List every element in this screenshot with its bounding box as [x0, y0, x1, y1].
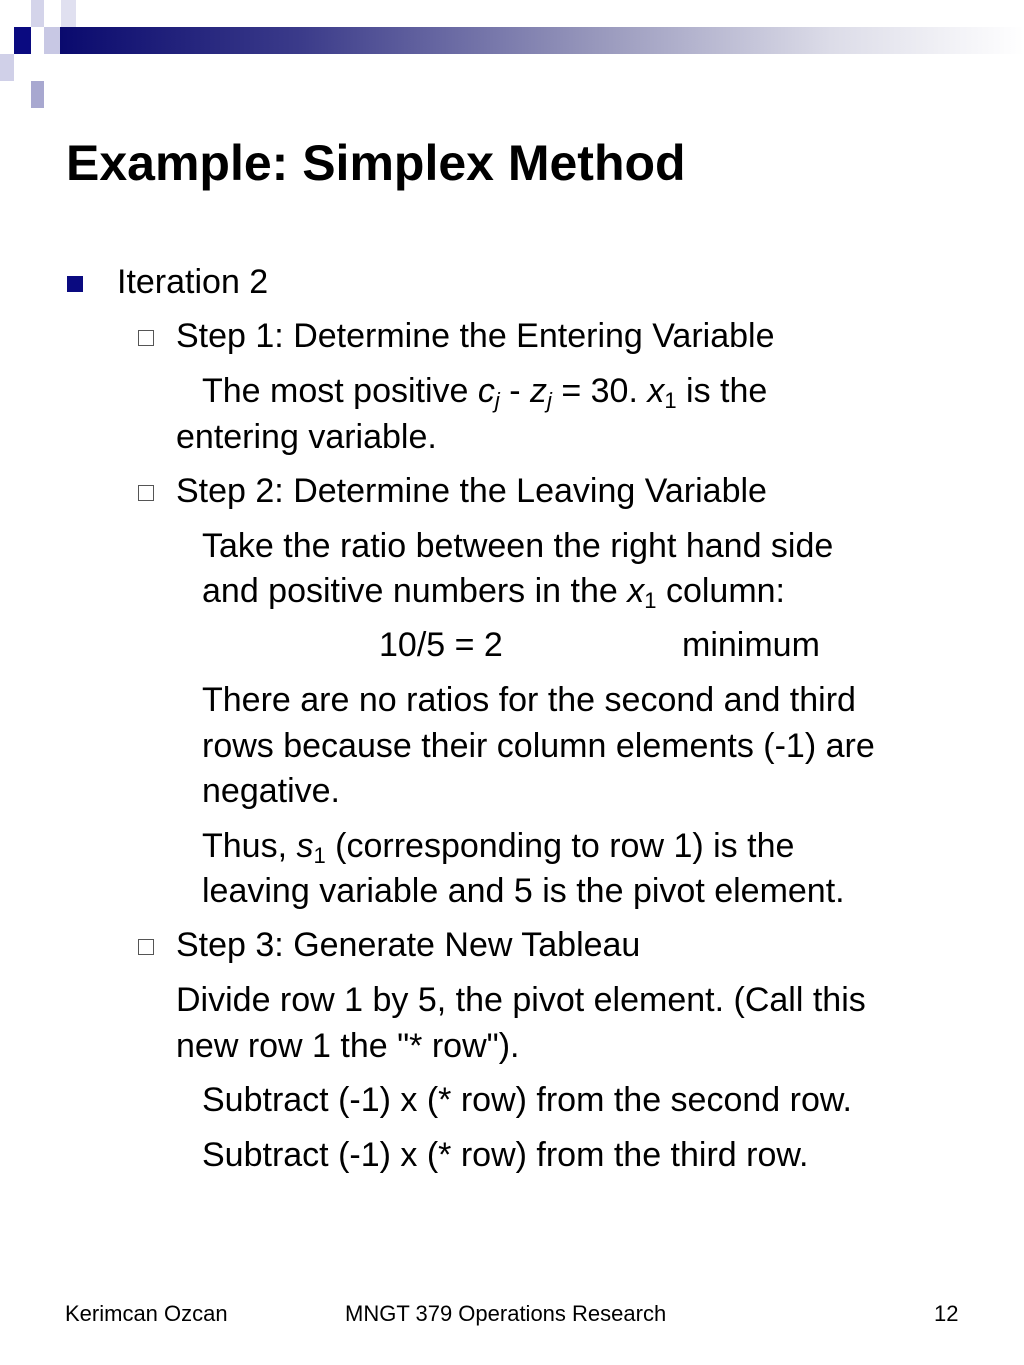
hollow-bullet-icon — [138, 939, 154, 955]
step1-heading: Step 1: Determine the Entering Variable — [176, 317, 775, 355]
text-span: Thus, — [202, 827, 297, 865]
step1-line2: entering variable. — [176, 418, 437, 456]
sub-1: 1 — [313, 843, 326, 868]
step2-para2-line1: There are no ratios for the second and third — [202, 681, 856, 719]
var-z: z — [530, 372, 547, 410]
step2-para1-line1: Take the ratio between the right hand side — [202, 527, 834, 565]
text-span: (corresponding to row 1) is the — [325, 827, 795, 865]
step2-para3-line2: leaving variable and 5 is the pivot element. — [202, 872, 845, 910]
var-s: s — [296, 827, 314, 865]
bullet-square-icon — [67, 276, 83, 292]
corner-square-light — [61, 0, 76, 27]
step3-para1-line1: Divide row 1 by 5, the pivot element. (Call this — [176, 981, 866, 1019]
text-span: column: — [656, 572, 785, 610]
footer-page-number: 12 — [934, 1301, 959, 1326]
corner-square-dark — [14, 27, 31, 54]
step3-para1-line2: new row 1 the "* row"). — [176, 1027, 520, 1065]
step2-para2-line2: rows because their column elements (-1) are — [202, 727, 875, 765]
sub-j: j — [494, 388, 500, 413]
step2-para1-line2 — [202, 571, 785, 611]
var-x: x — [627, 572, 645, 610]
var-x: x — [647, 372, 665, 410]
iteration-label: Iteration 2 — [117, 263, 269, 301]
text-span: - — [499, 372, 530, 410]
text-span: and positive numbers in the — [202, 572, 628, 610]
step3-heading: Step 3: Generate New Tableau — [176, 926, 641, 964]
step3-para3: Subtract (-1) x (* row) from the third row. — [202, 1136, 809, 1174]
corner-square-mid — [0, 54, 14, 81]
text-span: is the — [676, 372, 768, 410]
text-span: The most positive — [202, 372, 478, 410]
corner-square-light — [44, 27, 60, 54]
header-gradient-bar — [60, 27, 1024, 54]
ratio-value: 10/5 = 2 — [379, 626, 503, 664]
corner-square-mid — [31, 81, 44, 108]
step1-line1 — [202, 371, 767, 411]
corner-square-light — [31, 0, 44, 27]
hollow-bullet-icon — [138, 485, 154, 501]
footer-author: Kerimcan Ozcan — [65, 1301, 228, 1326]
hollow-bullet-icon — [138, 330, 154, 346]
footer-course: MNGT 379 Operations Research — [345, 1301, 667, 1326]
sub-1: 1 — [644, 588, 657, 613]
page-title: Example: Simplex Method — [66, 135, 686, 191]
ratio-minimum-label: minimum — [682, 626, 820, 664]
sub-1: 1 — [664, 388, 677, 413]
step3-para2: Subtract (-1) x (* row) from the second row. — [202, 1081, 852, 1119]
step2-para3-line1 — [202, 826, 794, 866]
text-span: = 30. — [551, 372, 648, 410]
step2-heading: Step 2: Determine the Leaving Variable — [176, 472, 767, 510]
step2-para2-line3: negative. — [202, 772, 340, 810]
sub-j: j — [547, 388, 552, 413]
var-c: c — [477, 372, 495, 410]
